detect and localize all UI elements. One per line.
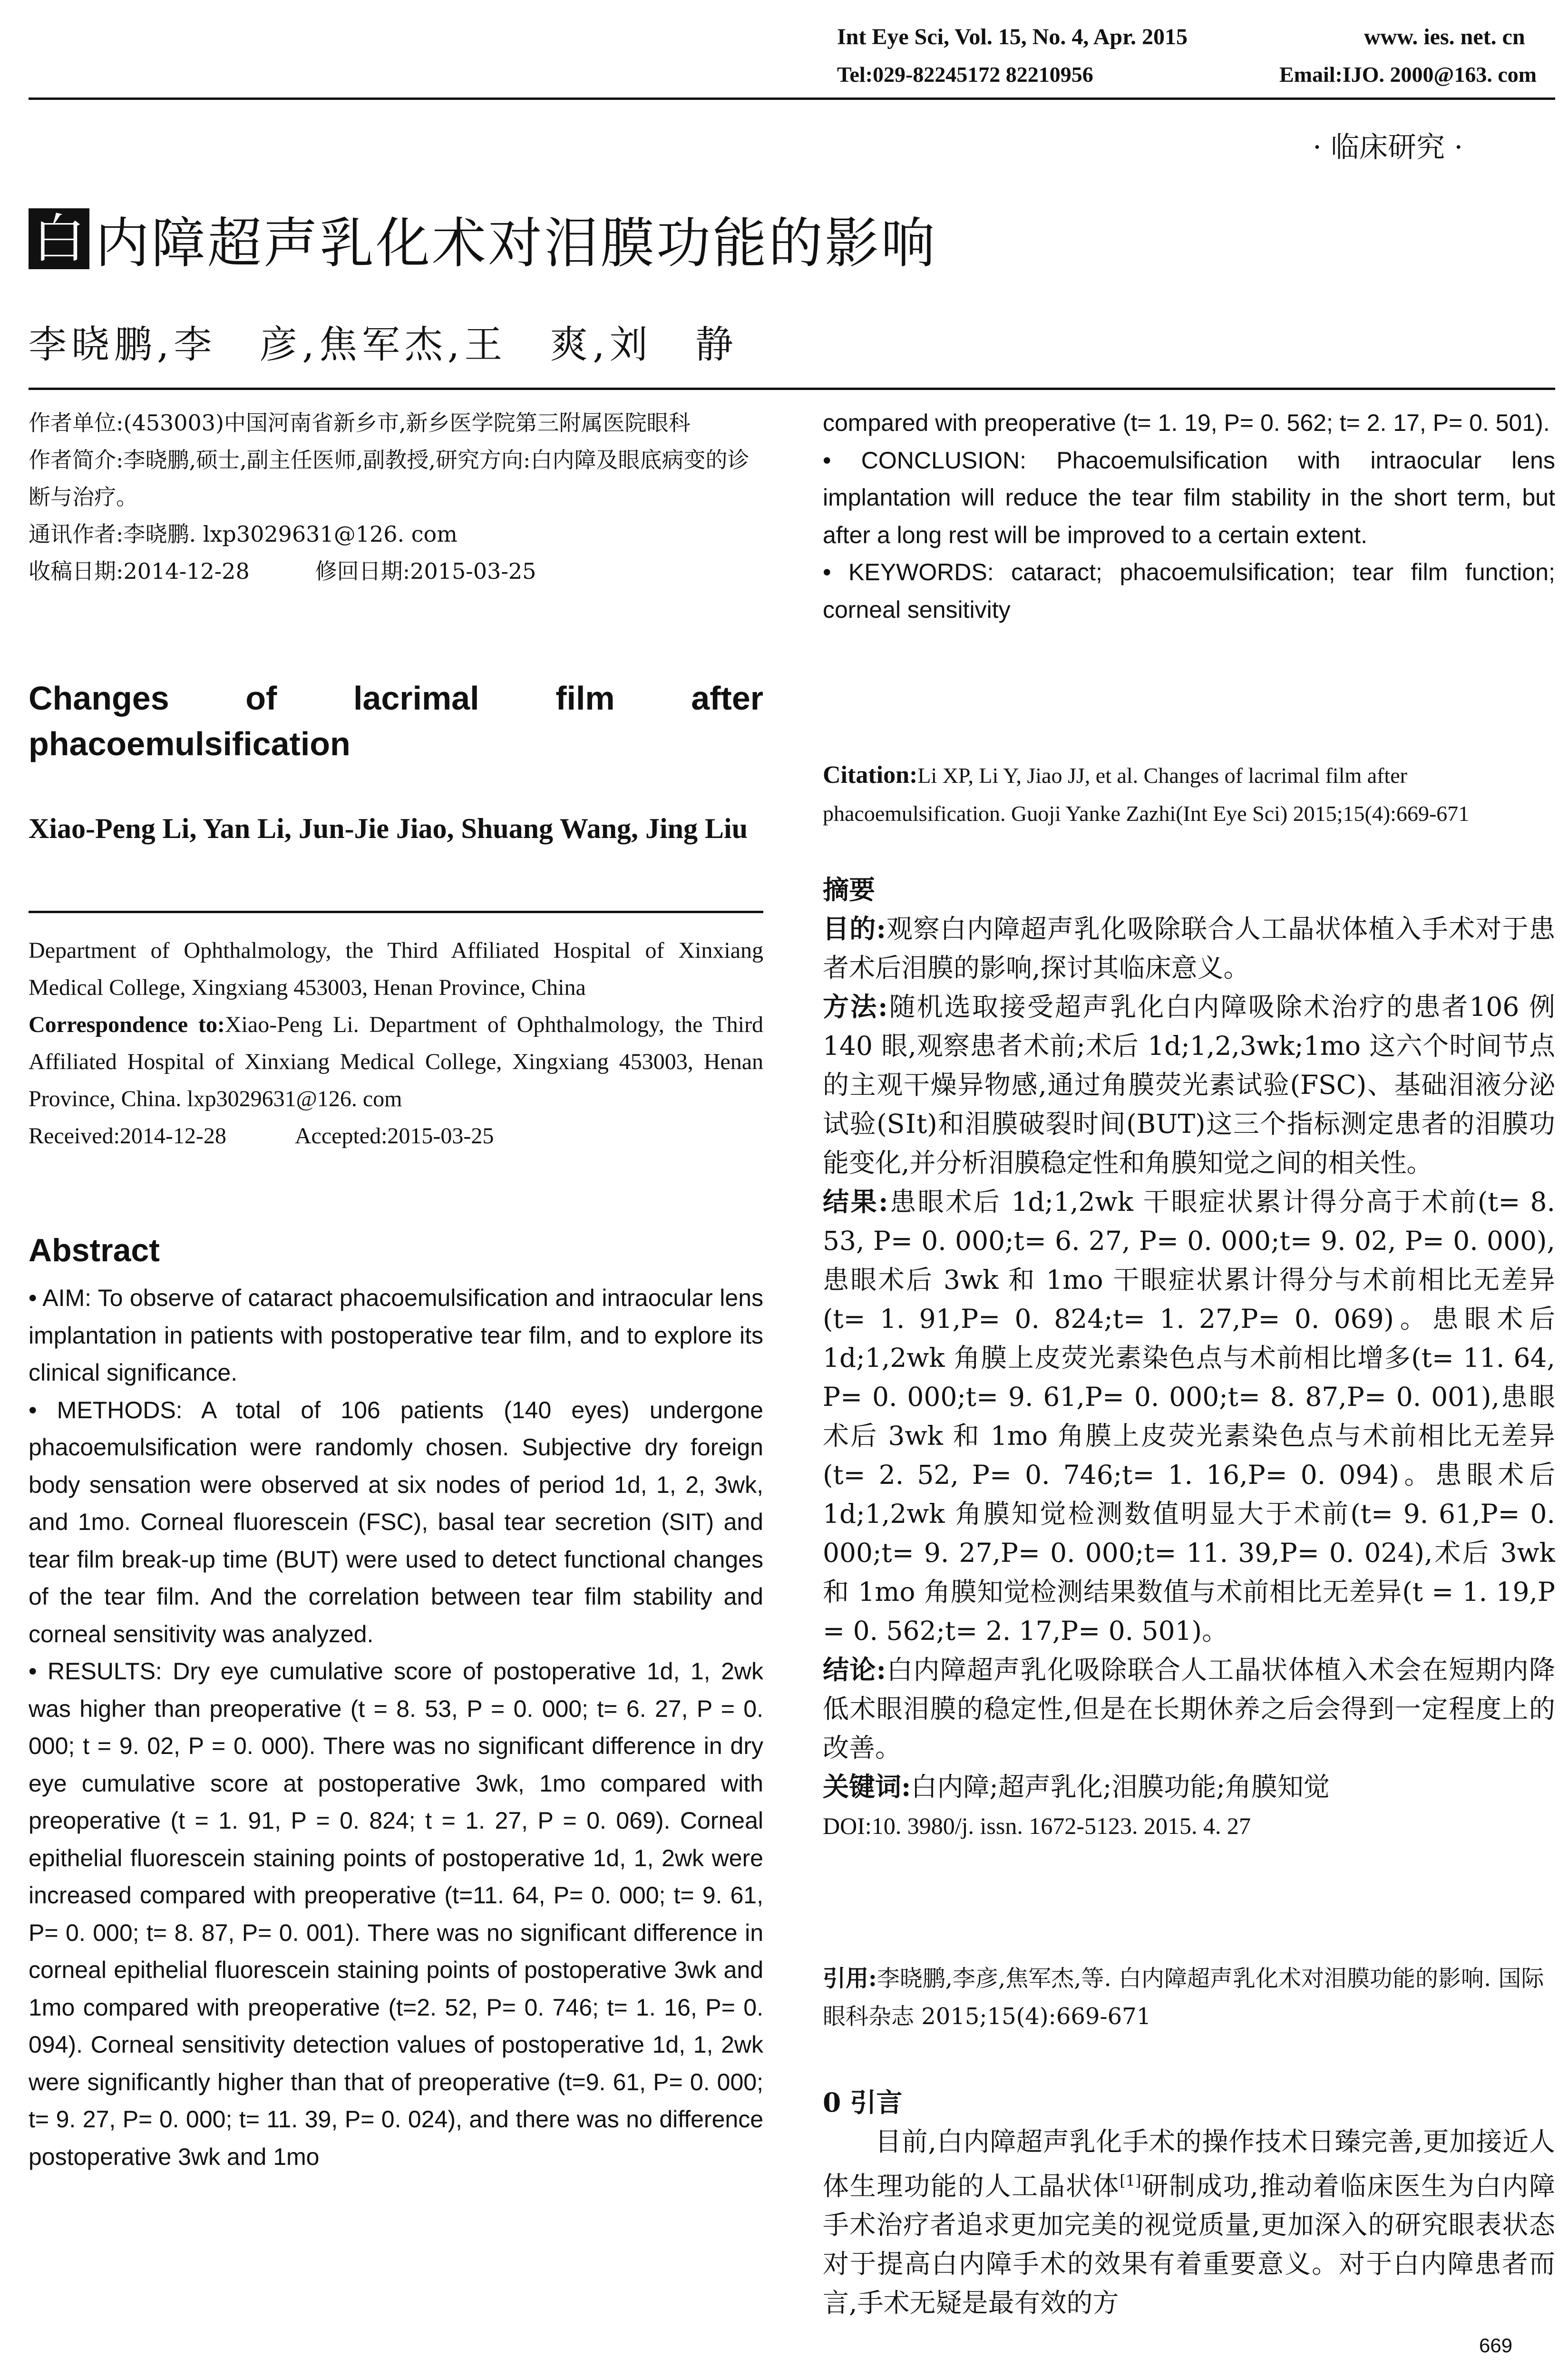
reference-marker: [1] [1120, 2172, 1141, 2190]
correspondence-label: Correspondence to: [29, 1012, 225, 1037]
received-dates-cn: 收稿日期:2014-12-28 修回日期:2015-03-25 [29, 558, 536, 584]
cn-conclusion: 结论:白内障超声乳化吸除联合人工晶状体植入术会在短期内降低术眼泪膜的稳定性,但是在长期休养之后会得到一定程度上的改善。 [823, 1654, 1555, 1763]
cn-aim: 目的:观察白内障超声乳化吸除联合人工晶状体植入手术对于患者术后泪膜的影响,探讨其临床意义。 [823, 913, 1555, 983]
cn-methods: 方法:随机选取接受超声乳化白内障吸除术治疗的患者106 例 140 眼,观察患者术前;术后 1d;1,2,3wk;1mo 这六个时间节点的主观干燥异物感,通过角膜荧光素试验(FSC)、基础泪液分泌试验(SⅠt)和泪膜破裂时间(BUT)这三个指标测定患者的泪膜功能变化,并分析泪膜稳定性和角膜知觉之间的相关性。 [823, 991, 1555, 1178]
journal-email: Email:IJO. 2000@163. com [1279, 62, 1537, 87]
cn-abstract-heading: 摘要 [823, 874, 876, 905]
introduction [823, 2083, 1555, 2322]
affiliation-block [29, 932, 763, 1155]
abstract-right [823, 404, 1555, 628]
intro-heading: 0 引言 [823, 2087, 903, 2118]
title-first-char: 白 [29, 208, 89, 269]
correspondence [29, 1006, 763, 1118]
abstract-conclusion: • CONCLUSION: Phacoemulsification with intraocular lens implantation will reduce the tear film stability in the short term, but after a long rest will be improved to a certain extent. [823, 447, 1555, 548]
page-number: 669 [1479, 2334, 1513, 2357]
affiliation: Department of Ophthalmology, the Third Affiliated Hospital of Xinxiang Medical College, Xingxiang 453003, Henan Province, China [29, 938, 763, 1000]
article-title [29, 200, 937, 278]
author-profile: 作者简介:李晓鹏,硕士,副主任医师,副教授,研究方向:白内障及眼底病变的诊断与治疗。 [29, 447, 750, 510]
author-unit: 作者单位:(453003)中国河南省新乡市,新乡医学院第三附属医院眼科 [29, 410, 691, 436]
journal-tel: Tel:029-82245172 82210956 [837, 62, 1093, 87]
english-title: Changes of lacrimal film after phacoemulsification [29, 680, 763, 762]
received-accepted: Received:2014-12-28 Accepted:2015-03-25 [29, 1123, 494, 1149]
cn-citation-text: 李晓鹏,李彦,焦军杰,等. 白内障超声乳化术对泪膜功能的影响. 国际眼科杂志 2015;15(4):669-671 [823, 1965, 1544, 2030]
cn-citation [823, 1959, 1555, 2036]
authors-cn: 李晓鹏,李 彦,焦军杰,王 爽,刘 静 [29, 322, 738, 367]
english-authors: Xiao-Peng Li, Yan Li, Jun-Jie Jiao, Shuang Wang, Jing Liu [29, 813, 748, 844]
abstract-left [29, 1279, 763, 2175]
abstract-results-cont: compared with preoperative (t= 1. 19, P= 0. 562; t= 2. 17, P= 0. 501). [823, 409, 1550, 436]
section-label: · 临床研究 · [1313, 131, 1463, 164]
citation [823, 756, 1555, 833]
title-rule [29, 388, 1555, 390]
authors-rule [29, 911, 763, 913]
abstract-heading: Abstract [29, 1232, 160, 1268]
abstract-methods: • METHODS: A total of 106 patients (140 eyes) undergone phacoemulsification were randomly chosen. Subjective dry foreign body sensation were observed at six nodes of period 1d, 1, 2, 3wk, and 1mo. Corneal fluorescein (FSC), basal tear secretion (SIT) and tear film break-up time (BUT) were used to detect functional changes of the tear film. And the correlation between tear film stability and corneal sensitivity was analyzed. [29, 1396, 763, 1647]
corresponding-author: 通讯作者:李晓鹏. lxp3029631@126. com [29, 521, 458, 547]
abstract-results: • RESULTS: Dry eye cumulative score of postoperative 1d, 1, 2wk was higher than preoperative (t = 8. 53, P = 0. 000; t= 6. 27, P = 0. 000; t = 9. 02, P = 0. 000). There was no significant difference in dry eye cumulative score at postoperative 3wk, 1mo compared with preoperative (t = 1. 91, P = 0. 824; t = 1. 27, P = 0. 069). Corneal epithelial fluorescein staining points of postoperative 1d, 1, 2wk were increased compared with preoperative (t=11. 64, P= 0. 000; t= 9. 61, P= 0. 000; t= 8. 87, P= 0. 001). There was no significant difference in corneal epithelial fluorescein staining points of postoperative 3wk and 1mo compared with preoperative (t=2. 52, P= 0. 746; t= 1. 16, P= 0. 094). Corneal sensitivity detection values of postoperative 1d, 1, 2wk were significantly higher than that of preoperative (t=9. 61, P= 0. 000; t= 9. 27, P= 0. 000; t= 11. 39, P= 0. 024), and there was no difference postoperative 3wk and 1mo [29, 1658, 763, 2170]
citation-text: Li XP, Li Y, Jiao JJ, et al. Changes of lacrimal film after phacoemulsification. Guoji Yanke Zazhi(Int Eye Sci) 2015;15(4):669-671 [823, 763, 1470, 826]
cn-doi: DOI:10. 3980/j. issn. 1672-5123. 2015. 4. 27 [823, 1812, 1251, 1839]
cn-author-info [29, 404, 763, 590]
journal-website: www. ies. net. cn [1364, 24, 1525, 49]
intro-paragraph: 目前,白内障超声乳化手术的操作技术日臻完善,更加接近人体生理功能的人工晶状体[1]研制成功,推动着临床医生为白内障手术治疗者追求更加完美的视觉质量,更加深入的研究眼表状态对于提高白内障手术的效果有着重要意义。对于白内障患者而言,手术无疑是最有效的方 [823, 2126, 1555, 2319]
cn-keywords: 关键词:白内障;超声乳化;泪膜功能;角膜知觉 [823, 1771, 1330, 1802]
title-text: 内障超声乳化术对泪膜功能的影响 [95, 212, 937, 275]
cn-abstract [823, 870, 1555, 1845]
cn-results: 结果:患眼术后 1d;1,2wk 干眼症状累计得分高于术前(t= 8. 53, P= 0. 000;t= 6. 27, P= 0. 000;t= 9. 02, P= 0. 000),患眼术后 3wk 和 1mo 干眼症状累计得分与术前相比无差异(t= 1. 91,P= 0. 824;t= 1. 27,P= 0. 069)。患眼术后 1d;1,2wk 角膜上皮荧光素染色点与术前相比增多(t= 11. 64, P= 0. 000;t= 9. 61,P= 0. 000;t= 8. 87,P= 0. 001),患眼术后 3wk 和 1mo 角膜上皮荧光素染色点与术前相比无差异(t= 2. 52, P= 0. 746;t= 1. 16,P= 0. 094)。患眼术后 1d;1,2wk 角膜知觉检测数值明显大于术前(t= 9. 61,P= 0. 000;t= 9. 27,P= 0. 000;t= 11. 39,P= 0. 024),术后 3wk 和 1mo 角膜知觉检测结果数值与术前相比无差异(t = 1. 19,P = 0. 562;t= 2. 17,P= 0. 501)。 [823, 1186, 1555, 1646]
correspondence-text: Xiao-Peng Li. Department of Ophthalmology, the Third Affiliated Hospital of Xinxiang Medical College, Xingxiang 453003, Henan Province, China. lxp3029631@126. com [29, 1012, 763, 1111]
header-rule [29, 97, 1555, 100]
abstract-aim: • AIM: To observe of cataract phacoemulsification and intraocular lens implantation in patients with postoperative tear film, and to explore its clinical significance. [29, 1285, 763, 1386]
journal-info: Int Eye Sci, Vol. 15, No. 4, Apr. 2015 [837, 24, 1188, 49]
cn-citation-label: 引用: [823, 1965, 877, 1992]
abstract-keywords: • KEYWORDS: cataract; phacoemulsification; tear film function; corneal sensitivity [823, 559, 1555, 623]
citation-label: Citation: [823, 761, 918, 789]
